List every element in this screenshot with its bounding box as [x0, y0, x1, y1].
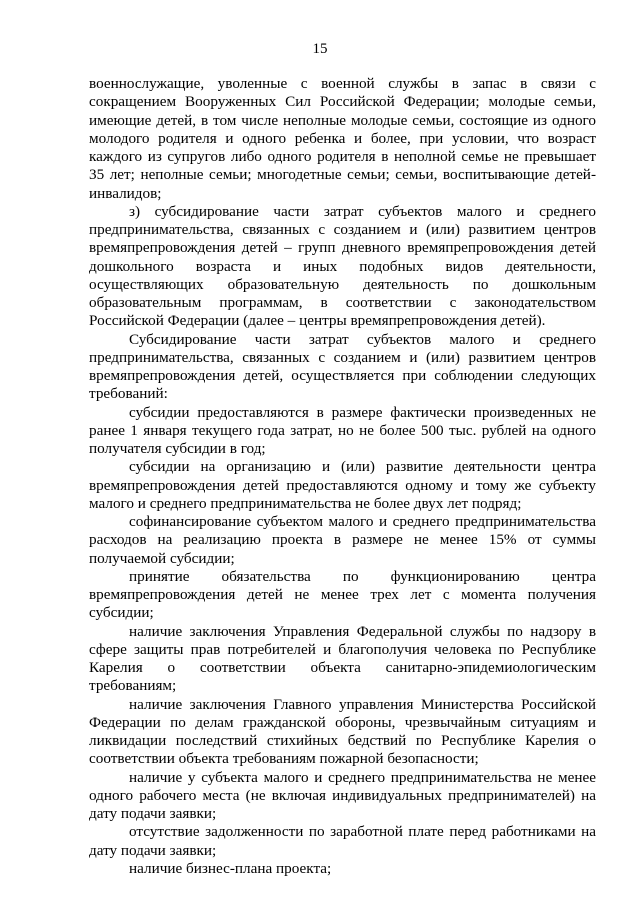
- requirement-item: наличие заключения Управления Федеральной службы по надзору в сфере защиты прав потребителей и благополучия человека по Республике Карелия о соответствии объекта санитарно-эпидемиологическим требованиям;: [89, 622, 596, 695]
- requirement-item: наличие заключения Главного управления Министерства Российской Федерации по делам гражданской обороны, чрезвычайным ситуациям и ликвидации последствий стихийных бедствий по Республике Карелия о соответствии объекта требованиям пожарной безопасности;: [89, 695, 596, 768]
- requirement-item: субсидии предоставляются в размере фактически произведенных не ранее 1 января текущего года затрат, но не более 500 тыс. рублей на одного получателя субсидии в год;: [89, 403, 596, 457]
- requirement-item: наличие у субъекта малого и среднего предпринимательства не менее одного рабочего места (не включая индивидуальных предпринимателей) на дату подачи заявки;: [89, 768, 596, 822]
- requirement-item: софинансирование субъектом малого и среднего предпринимательства расходов на реализацию проекта в размере не менее 15% от суммы получаемой субсидии;: [89, 513, 596, 567]
- page-number: 15: [312, 41, 328, 57]
- paragraph-item-z: з) субсидирование части затрат субъектов малого и среднего предпринимательства, связанных с созданием и (или) развитием центров времяпрепровождения детей – групп дневного времяпрепровождения детей дошкольного возраста и иных подобных видов деятельности, осуществляющих образовательную деятельность по дошкольным образовательным программам, в соответствии с законодательством Российской Федерации (далее – центры времяпрепровождения детей).: [89, 202, 596, 330]
- requirement-item: наличие бизнес-плана проекта;: [129, 859, 332, 877]
- requirement-item: отсутствие задолженности по заработной плате перед работниками на дату подачи заявки;: [89, 823, 596, 859]
- requirement-item: субсидии на организацию и (или) развитие деятельности центра времяпрепровождения детей предоставляются одному и тому же субъекту малого и среднего предпринимательства не более двух лет подряд;: [89, 458, 596, 512]
- paragraph-continuation: военнослужащие, уволенные с военной службы в запас в связи с сокращением Вооруженных Сил Российской Федерации; молодые семьи, имеющие детей, в том числе неполные молодые семьи, состоящие из одного молодого родителя и одного ребенка и более, при условии, что возраст каждого из супругов либо одного родителя в неполной семье не превышает 35 лет; неполные семьи; многодетные семьи; семьи, воспитывающие детей-инвалидов;: [89, 75, 596, 202]
- requirement-item: принятие обязательства по функционированию центра времяпрепровождения детей не менее трех лет с момента получения субсидии;: [89, 567, 596, 622]
- paragraph-requirements-intro: Субсидирование части затрат субъектов малого и среднего предпринимательства, связанных с созданием и (или) развитием центров времяпрепровождения детей, осуществляется при соблюдении следующих требований:: [89, 330, 596, 403]
- document-body: [89, 75, 596, 878]
